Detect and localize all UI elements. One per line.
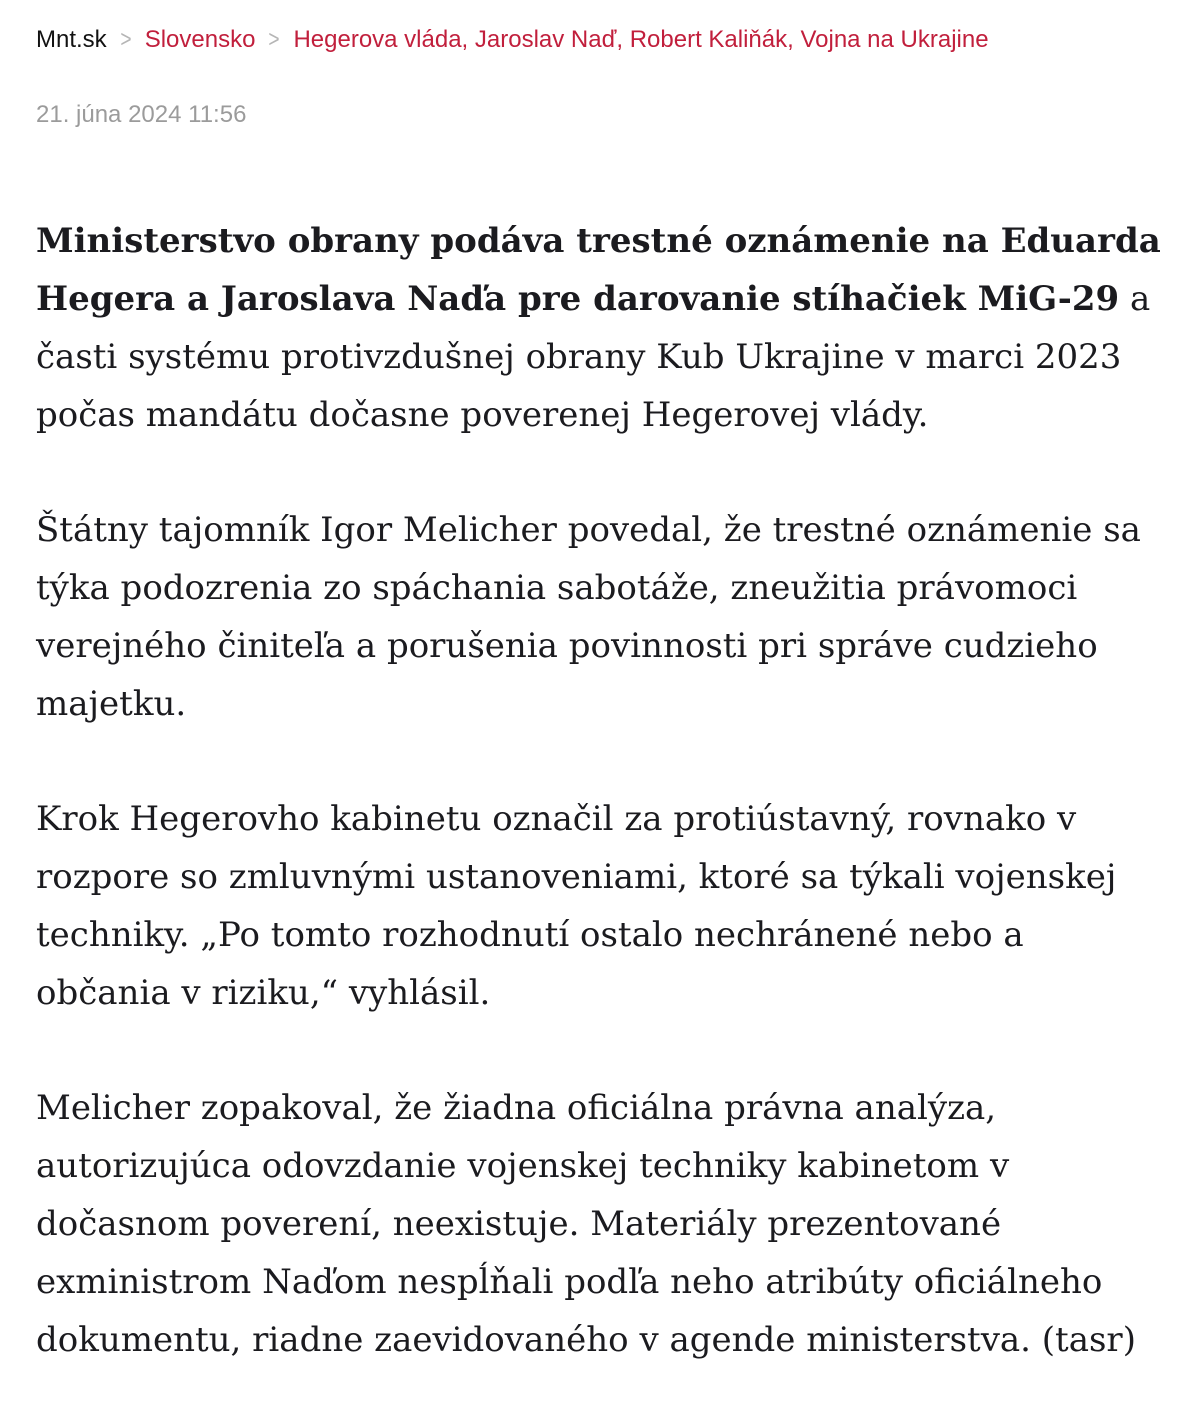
- lead-regular-text: a časti systému protivzdušnej obrany Kub Ukrajine v marci 2023 počas mandátu dočasne poverenej Hegerovej vlády.: [36, 279, 1151, 435]
- breadcrumb: [36, 25, 1166, 55]
- article-publish-date: 21. júna 2024 11:56: [36, 101, 247, 128]
- chevron-right-icon: >: [120, 26, 132, 53]
- article-paragraph: Krok Hegerovho kabinetu označil za protiústavný, rovnako v rozpore so zmluvnými ustanoveniami, ktoré sa týkali vojenskej techniky. „Po tomto rozhodnutí ostalo nechránené nebo a občania v riziku,“ vyhlásil.: [36, 799, 1117, 1013]
- breadcrumb-category-link[interactable]: Slovensko: [144, 26, 256, 53]
- article-lead-paragraph: [36, 212, 1166, 444]
- article-paragraph: Štátny tajomník Igor Melicher povedal, že trestné oznámenie sa týka podozrenia zo spáchania sabotáže, zneužitia právomoci verejného činiteľa a porušenia povinnosti pri správe cudzieho majetku.: [36, 510, 1141, 724]
- chevron-right-icon: >: [268, 26, 281, 53]
- article-body: [36, 212, 1166, 1369]
- article-paragraph: Melicher zopakoval, že žiadna oficiálna právna analýza, autorizujúca odovzdanie vojenskej techniky kabinetom v dočasnom poverení, neexistuje. Materiály prezentované exministrom Naďom nespĺňali podľa neho atribúty oficiálneho dokumentu, riadne zaevidovaného v agende ministerstva. (tasr): [36, 1088, 1136, 1360]
- breadcrumb-tags-link[interactable]: Hegerova vláda, Jaroslav Naď, Robert Kaliňák, Vojna na Ukrajine: [293, 26, 989, 53]
- breadcrumb-site-link[interactable]: Mnt.sk: [36, 26, 107, 53]
- lead-bold-text: Ministerstvo obrany podáva trestné oznámenie na Eduarda Hegera a Jaroslava Naďa pre darovanie stíhačiek MiG-29: [36, 221, 1161, 319]
